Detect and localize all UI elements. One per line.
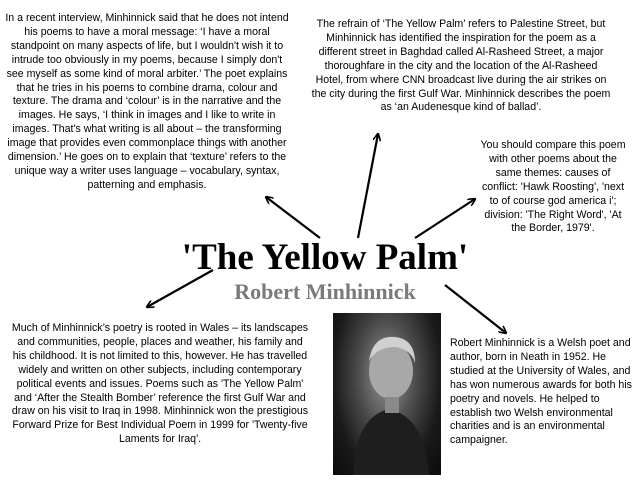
arrow-to-top-left xyxy=(266,197,320,238)
poem-title: 'The Yellow Palm' xyxy=(181,237,469,278)
refrain-text-block: The refrain of ‘The Yellow Palm’ refers to Palestine Street, but Minhinnick has identified the inspiration for the poem as a different street in Baghdad called Al-Rasheed Street, a major thoroughfare in the city and the location of the Al-Rasheed Hotel, from where CNN broadcast live during the air strikes on the city during the first Gulf War. Minhinnick describes the poem as ‘an Audenesque kind of ballad’. xyxy=(311,18,611,114)
arrow-to-right-middle xyxy=(415,199,475,238)
poet-portrait-photo xyxy=(333,313,441,475)
arrow-to-top-right xyxy=(358,134,378,238)
compare-text-block: You should compare this poem with other poems about the same themes: causes of conflict: 'Hawk Roosting', 'next to of course god america i'; division: 'The Right Word', 'At the Border, 1979'. xyxy=(480,139,626,235)
portrait-silhouette xyxy=(333,313,441,475)
interview-text-block: In a recent interview, Minhinnick said that he does not intend his poems to have a moral message: ‘I have a moral standpoint on many aspects of life, but I wouldn't wish it to intrude too obviously in my poems, because I simply don't see myself as some kind of moral arbiter.’ The poet explains that he tries in his poems to combine drama, colour and texture. The drama and ‘colour’ is in the narrative and the images. He says, ‘I think in images and I like to write in images. That's what writing is all about – the transforming image that provides even commonplace things with another dimension.’ He goes on to explain that ‘texture’ refers to the unique way a writer uses language – vocabulary, syntax, patterning and emphasis. xyxy=(5,12,289,191)
biography-text-block: Robert Minhinnick is a Welsh poet and author, born in Neath in 1952. He studied at the University of Wales, and has won numerous awards for both his poetry and novels. He helped to establish two Welsh environmental charities and is an environmental campaigner. xyxy=(450,337,632,447)
poet-name: Robert Minhinnick xyxy=(234,279,416,304)
wales-text-block: Much of Minhinnick’s poetry is rooted in Wales – its landscapes and communities, people, places and weather, his family and his childhood. It is not limited to this, however. He has travelled widely and written on other subjects, including contemporary political events and issues. Poems such as 'The Yellow Palm' and ‘After the Stealth Bomber’ reference the first Gulf War and draw on his visit to Iraq in 1998. Minhinnick won the prestigious Forward Prize for Best Individual Poem in 1999 for 'Twenty-five Laments for Iraq'. xyxy=(11,322,309,446)
